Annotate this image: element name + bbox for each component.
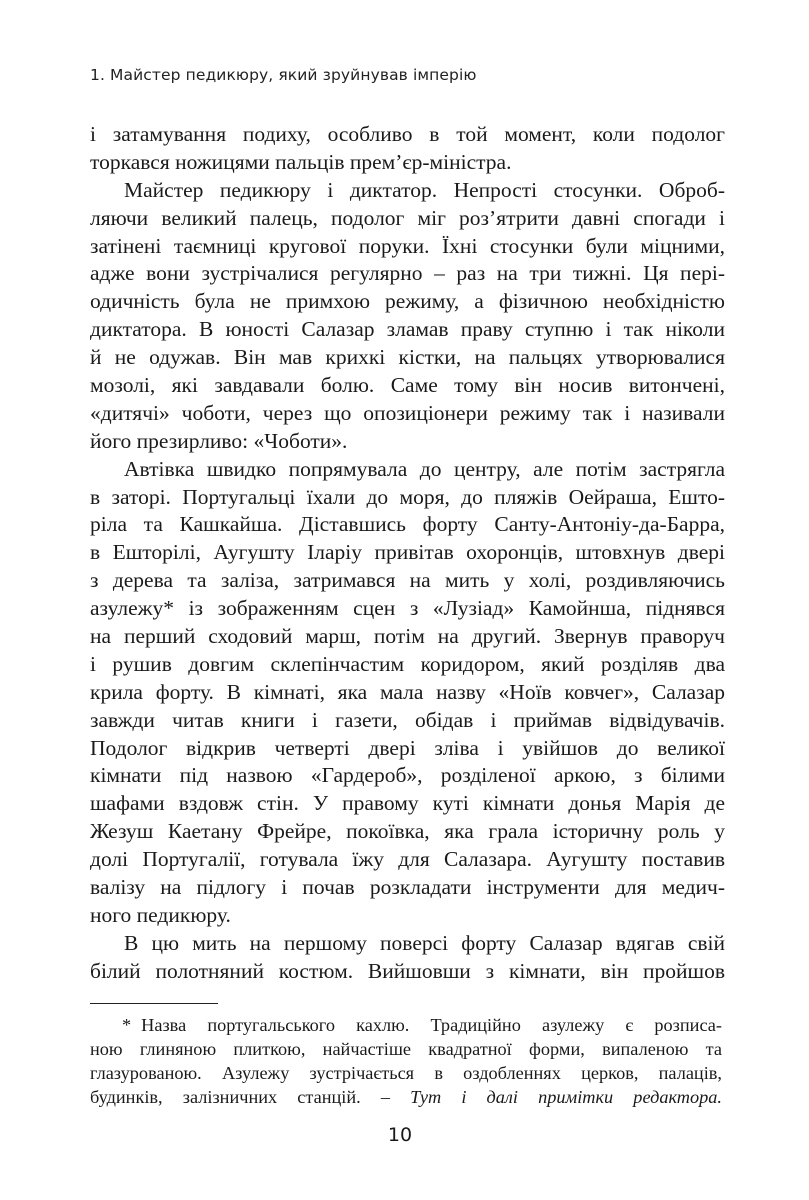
body-text [90, 121, 725, 986]
text-line: валізу на підлогу і почав розкладати інструменти для медич- [90, 875, 725, 900]
text-line: диктатора. В юності Салазар зламав праву ступню і так ніколи [90, 317, 725, 342]
text-line: з дерева та заліза, затримався на мить у холі, роздивляючись [90, 568, 725, 593]
footnote-text: будинків, залізничних станцій. – [90, 1087, 390, 1107]
text-line: Майстер педикюру і диктатор. Непрості стосунки. Оброб- [124, 177, 725, 202]
footnote [90, 1013, 722, 1109]
text-line: ного педикюру. [90, 902, 231, 927]
text-line: на перший сходовий марш, потім на другий. Звернув праворуч [90, 624, 725, 649]
footnote-text: Назва португальського кахлю. Традиційно азулежу є розписа- [141, 1015, 722, 1035]
text-line: ріла та Кашкайша. Діставшись форту Санту-Антоніу-да-Барра, [90, 512, 725, 537]
text-line: торкався ножицями пальців прем’єр-міністра. [90, 149, 512, 174]
footnote-line: глазурованою. Азулежу зустрічається в оздобленнях церков, палаців, [90, 1063, 722, 1083]
text-line: і рушив довгим склепінчастим коридором, який розділяв два [90, 651, 725, 676]
text-line: Подолог відкрив четверті двері зліва і увійшов до великої [90, 735, 725, 760]
text-line: й не одужав. Він мав крихкі кістки, на пальцях утворювалися [90, 345, 725, 370]
text-line: азулежу* із зображенням сцен з «Лузіад» Камойнша, піднявся [90, 596, 725, 621]
footnote-marker: * [122, 1015, 132, 1035]
text-line: його презирливо: «Чоботи». [90, 428, 348, 453]
text-line: долі Португалії, готувала їжу для Салазара. Аугушту поставив [90, 847, 725, 872]
editor-note: Тут і далі примітки редактора. [410, 1087, 722, 1107]
footnote-line: ною глиняною плиткою, найчастіше квадратної форми, випаленою та [90, 1039, 722, 1059]
running-header: 1. Майстер педикюру, який зруйнував імперію [90, 66, 477, 84]
footnote-line [90, 1085, 722, 1109]
text-line: крила форту. В кімнаті, яка мала назву «Ноїв ковчег», Салазар [90, 679, 725, 704]
text-line: в Ешторілі, Аугушту Іларіу привітав охоронців, штовхнув двері [90, 540, 725, 565]
text-line: затінені таємниці кругової поруки. Їхні стосунки були міцними, [90, 233, 725, 258]
text-line: кімнати під назвою «Гардероб», розділеної аркою, з білими [90, 763, 725, 788]
text-line: завжди читав книги і газети, обідав і приймав відвідувачів. [90, 707, 725, 732]
text-line: Автівка швидко попрямувала до центру, але потім застрягла [124, 456, 725, 481]
text-line: В цю мить на першому поверсі форту Салазар вдягав свій [124, 930, 725, 955]
text-line: шафами вздовж стін. У правому куті кімнати донья Марія де [90, 791, 725, 816]
text-line: Жезуш Каетану Фрейре, покоївка, яка грала історичну роль у [90, 819, 725, 844]
text-line: мозолі, які завдавали болю. Саме тому він носив витончені, [90, 373, 725, 398]
text-line: одичність була не примхою режиму, а фізичною необхідністю [90, 289, 725, 314]
text-line: і затамування подиху, особливо в той момент, коли подолог [90, 122, 725, 146]
text-line: «дитячі» чоботи, через що опозиціонери режиму так і називали [90, 400, 725, 425]
page-number: 10 [387, 1124, 413, 1146]
text-line: в заторі. Португальці їхали до моря, до пляжів Оейраша, Ешто- [90, 484, 725, 509]
footnote-line [90, 1013, 722, 1037]
text-line: адже вони зустрічалися регулярно – раз на три тижні. Ця пері- [90, 261, 725, 286]
text-line: білий полотняний костюм. Вийшовши з кімнати, він пройшов [90, 958, 725, 983]
footnote-divider [90, 1003, 218, 1004]
text-line: ляючи великий палець, подолог міг роз’ятрити давні спогади і [90, 205, 725, 230]
